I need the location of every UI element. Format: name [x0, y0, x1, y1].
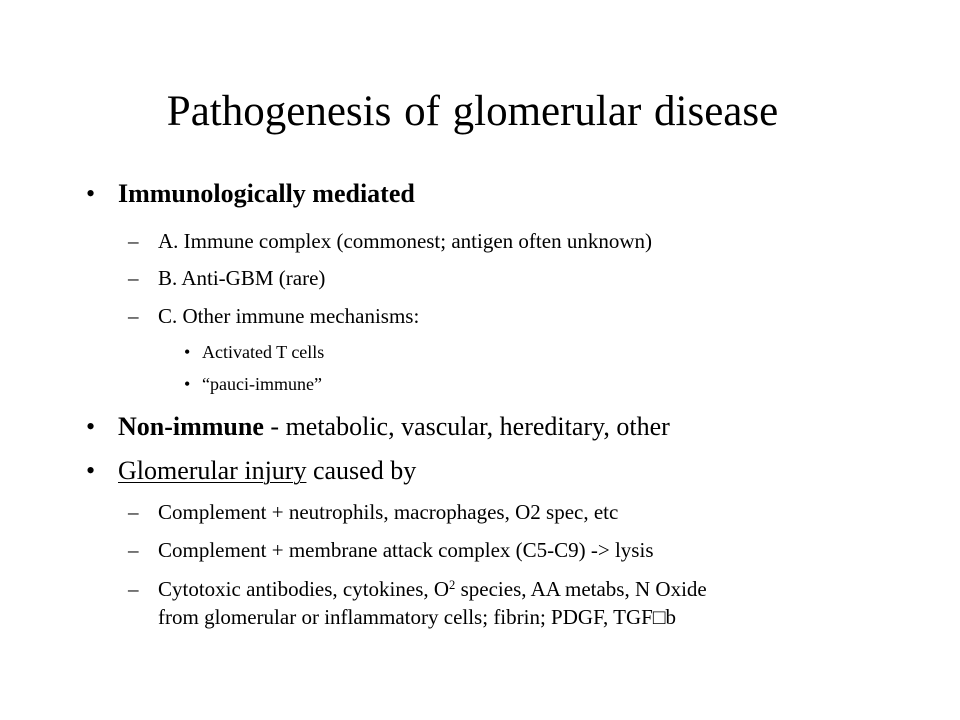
- list-item: B. Anti-GBM (rare): [158, 266, 326, 290]
- bullet-icon: •: [86, 456, 96, 485]
- dash-icon: –: [128, 229, 139, 253]
- list-item: Complement + membrane attack complex (C5-C9) -> lysis: [158, 538, 654, 562]
- list-item: C. Other immune mechanisms:: [158, 304, 420, 328]
- slide-title: Pathogenesis of glomerular disease: [166, 88, 779, 135]
- list-item: A. Immune complex (commonest; antigen often unknown): [158, 229, 652, 253]
- non-immune-line: [118, 411, 670, 443]
- dash-icon: –: [128, 304, 139, 328]
- non-immune-text: - metabolic, vascular, hereditary, other: [263, 412, 670, 441]
- dash-icon: –: [128, 577, 139, 601]
- glomerular-injury-line: [118, 455, 416, 487]
- list-item-text: species, AA metabs, N Oxide: [455, 577, 707, 601]
- heading-immunologically-mediated: Immunologically mediated: [118, 179, 415, 208]
- list-item-text: Cytotoxic antibodies, cytokines, O: [158, 577, 450, 601]
- sub-list-item: Activated T cells: [202, 342, 325, 362]
- glomerular-injury-text: caused by: [306, 456, 417, 485]
- list-item: Complement + neutrophils, macrophages, O2 spec, etc: [158, 500, 619, 524]
- list-item-continuation: from glomerular or inflammatory cells; fibrin; PDGF, TGF□b: [158, 605, 677, 629]
- bullet-icon: •: [86, 412, 96, 441]
- sub-list-item: “pauci-immune”: [202, 374, 322, 394]
- bullet-icon: •: [184, 342, 191, 362]
- heading-non-immune: Non-immune: [118, 412, 264, 441]
- list-item: [158, 576, 707, 602]
- dash-icon: –: [128, 500, 139, 524]
- bullet-icon: •: [86, 179, 96, 208]
- bullet-icon: •: [184, 374, 191, 394]
- superscript: 2: [449, 578, 456, 593]
- dash-icon: –: [128, 266, 139, 290]
- dash-icon: –: [128, 538, 139, 562]
- heading-glomerular-injury: Glomerular injury: [118, 456, 307, 485]
